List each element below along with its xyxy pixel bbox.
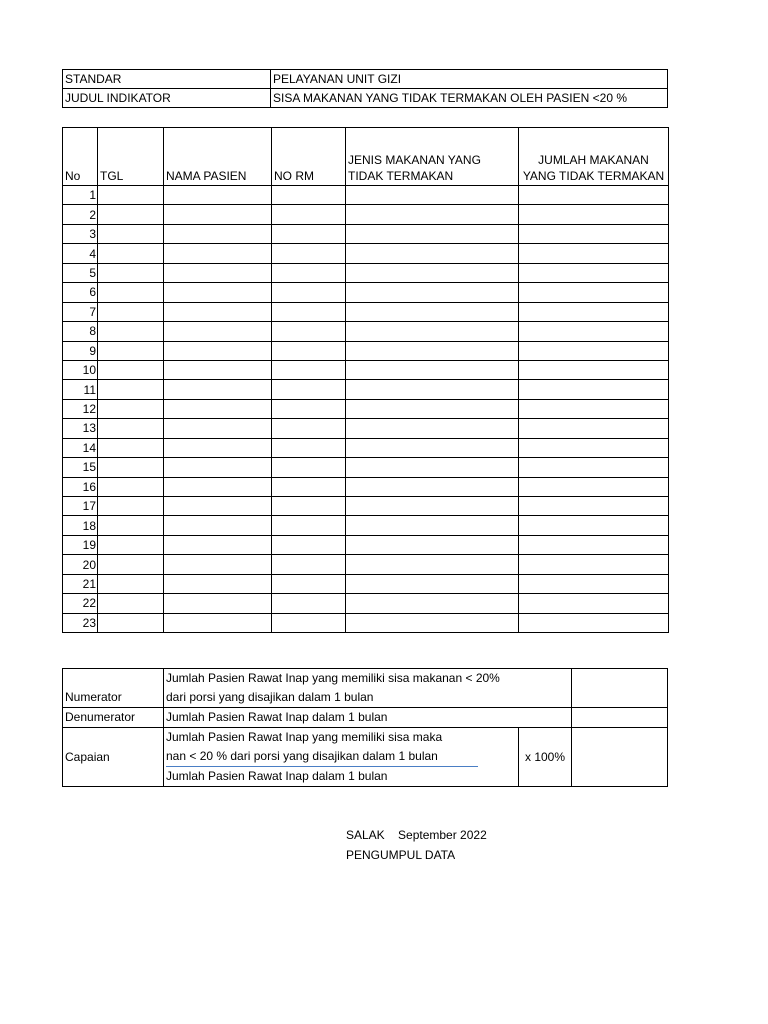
table-row (63, 516, 669, 535)
data-collection-table (62, 127, 669, 633)
row-number: 4 (63, 244, 98, 263)
cell-jumlah-makanan[interactable] (519, 302, 669, 321)
table-row (63, 574, 669, 593)
cell-tgl[interactable] (98, 419, 164, 438)
cell-jumlah-makanan[interactable] (519, 477, 669, 496)
denumerator-label: Denumerator (63, 708, 164, 728)
cell-no-rm[interactable] (272, 555, 346, 574)
cell-nama-pasien[interactable] (164, 283, 272, 302)
row-number: 19 (63, 535, 98, 554)
cell-no-rm[interactable] (272, 224, 346, 243)
cell-jenis-makanan[interactable] (346, 535, 519, 554)
capaian-label: Capaian (63, 728, 164, 787)
cell-jenis-makanan[interactable] (346, 360, 519, 379)
cell-tgl[interactable] (98, 186, 164, 205)
cell-jumlah-makanan[interactable] (519, 244, 669, 263)
place-date: SALAK September 2022 (346, 828, 487, 842)
cell-nama-pasien[interactable] (164, 380, 272, 399)
cell-jumlah-makanan[interactable] (519, 263, 669, 282)
row-number: 7 (63, 302, 98, 321)
row-number: 1 (63, 186, 98, 205)
cell-tgl[interactable] (98, 283, 164, 302)
column-header-jumlah-makanan-text: JUMLAH MAKANAN YANG TIDAK TERMAKAN (522, 153, 665, 183)
formula-table (62, 668, 668, 787)
table-row (63, 458, 669, 477)
row-number: 13 (63, 419, 98, 438)
cell-tgl[interactable] (98, 244, 164, 263)
cell-nama-pasien[interactable] (164, 497, 272, 516)
cell-tgl[interactable] (98, 360, 164, 379)
cell-tgl[interactable] (98, 497, 164, 516)
cell-tgl[interactable] (98, 341, 164, 360)
cell-no-rm[interactable] (272, 516, 346, 535)
capaian-value-cell (572, 728, 668, 787)
column-header-no-rm: NO RM (272, 128, 346, 186)
standard-row (63, 70, 668, 89)
table-row (63, 186, 669, 205)
row-number: 5 (63, 263, 98, 282)
cell-nama-pasien[interactable] (164, 555, 272, 574)
cell-tgl[interactable] (98, 594, 164, 613)
cell-nama-pasien[interactable] (164, 205, 272, 224)
row-number: 3 (63, 224, 98, 243)
column-header-no: No (63, 128, 98, 186)
capaian-formula (164, 728, 519, 787)
cell-nama-pasien[interactable] (164, 438, 272, 457)
cell-no-rm[interactable] (272, 244, 346, 263)
cell-nama-pasien[interactable] (164, 263, 272, 282)
cell-jumlah-makanan[interactable] (519, 341, 669, 360)
indicator-title-value: SISA MAKANAN YANG TIDAK TERMAKAN OLEH PASIEN <20 % (271, 89, 668, 108)
cell-jenis-makanan[interactable] (346, 419, 519, 438)
cell-jumlah-makanan[interactable] (519, 322, 669, 341)
standard-value: PELAYANAN UNIT GIZI (271, 70, 668, 89)
cell-jumlah-makanan[interactable] (519, 555, 669, 574)
cell-no-rm[interactable] (272, 360, 346, 379)
cell-tgl[interactable] (98, 263, 164, 282)
cell-tgl[interactable] (98, 399, 164, 418)
table-row (63, 283, 669, 302)
table-row (63, 341, 669, 360)
numerator-value-cell (572, 669, 668, 708)
cell-tgl[interactable] (98, 438, 164, 457)
cell-nama-pasien[interactable] (164, 341, 272, 360)
cell-jenis-makanan[interactable] (346, 516, 519, 535)
cell-jenis-makanan[interactable] (346, 497, 519, 516)
numerator-line-2: dari porsi yang disajikan dalam 1 bulan (166, 690, 374, 704)
cell-no-rm[interactable] (272, 341, 346, 360)
row-number: 8 (63, 322, 98, 341)
row-number: 12 (63, 399, 98, 418)
numerator-label: Numerator (63, 669, 164, 708)
cell-tgl[interactable] (98, 555, 164, 574)
table-row (63, 555, 669, 574)
column-header-jenis-makanan-text: JENIS MAKANAN YANG TIDAK TERMAKAN (348, 153, 481, 183)
table-row (63, 477, 669, 496)
table-header-row (63, 128, 669, 186)
cell-jenis-makanan[interactable] (346, 244, 519, 263)
cell-nama-pasien[interactable] (164, 399, 272, 418)
table-row (63, 594, 669, 613)
cell-no-rm[interactable] (272, 283, 346, 302)
row-number: 20 (63, 555, 98, 574)
capaian-line-3: Jumlah Pasien Rawat Inap dalam 1 bulan (166, 769, 388, 783)
table-row (63, 263, 669, 282)
cell-jumlah-makanan[interactable] (519, 438, 669, 457)
cell-no-rm[interactable] (272, 186, 346, 205)
cell-tgl[interactable] (98, 224, 164, 243)
indicator-header-table (62, 69, 668, 108)
row-number: 17 (63, 497, 98, 516)
table-row (63, 205, 669, 224)
row-number: 21 (63, 574, 98, 593)
cell-tgl[interactable] (98, 380, 164, 399)
cell-tgl[interactable] (98, 477, 164, 496)
numerator-row (63, 669, 668, 708)
cell-tgl[interactable] (98, 458, 164, 477)
cell-no-rm[interactable] (272, 205, 346, 224)
column-header-nama-pasien: NAMA PASIEN (164, 128, 272, 186)
cell-jenis-makanan[interactable] (346, 613, 519, 632)
cell-jenis-makanan[interactable] (346, 302, 519, 321)
cell-jenis-makanan[interactable] (346, 438, 519, 457)
cell-nama-pasien[interactable] (164, 613, 272, 632)
row-number: 2 (63, 205, 98, 224)
cell-tgl[interactable] (98, 302, 164, 321)
cell-nama-pasien[interactable] (164, 244, 272, 263)
capaian-line-2-wrap (166, 747, 516, 767)
denumerator-row (63, 708, 668, 728)
table-row (63, 380, 669, 399)
signature-block (346, 825, 487, 865)
denumerator-value-cell (572, 708, 668, 728)
cell-jenis-makanan[interactable] (346, 205, 519, 224)
capaian-line-1: Jumlah Pasien Rawat Inap yang memiliki sisa maka (166, 730, 443, 744)
cell-jumlah-makanan[interactable] (519, 574, 669, 593)
capaian-line-2: nan < 20 % dari porsi yang disajikan dalam 1 bulan (166, 747, 478, 767)
cell-no-rm[interactable] (272, 302, 346, 321)
cell-jumlah-makanan[interactable] (519, 516, 669, 535)
table-row (63, 244, 669, 263)
cell-tgl[interactable] (98, 205, 164, 224)
table-row (63, 224, 669, 243)
multiplier-cell: x 100% (519, 728, 572, 787)
indicator-title-row (63, 89, 668, 108)
cell-jenis-makanan[interactable] (346, 322, 519, 341)
row-number: 23 (63, 613, 98, 632)
cell-nama-pasien[interactable] (164, 360, 272, 379)
table-row (63, 535, 669, 554)
cell-no-rm[interactable] (272, 399, 346, 418)
table-row (63, 360, 669, 379)
cell-no-rm[interactable] (272, 594, 346, 613)
cell-jenis-makanan[interactable] (346, 380, 519, 399)
cell-no-rm[interactable] (272, 497, 346, 516)
row-number: 15 (63, 458, 98, 477)
row-number: 22 (63, 594, 98, 613)
cell-jumlah-makanan[interactable] (519, 419, 669, 438)
row-number: 16 (63, 477, 98, 496)
cell-jumlah-makanan[interactable] (519, 535, 669, 554)
cell-jenis-makanan[interactable] (346, 477, 519, 496)
cell-nama-pasien[interactable] (164, 419, 272, 438)
cell-jumlah-makanan[interactable] (519, 458, 669, 477)
cell-jenis-makanan[interactable] (346, 341, 519, 360)
cell-jumlah-makanan[interactable] (519, 205, 669, 224)
cell-nama-pasien[interactable] (164, 458, 272, 477)
cell-no-rm[interactable] (272, 613, 346, 632)
row-number: 14 (63, 438, 98, 457)
cell-no-rm[interactable] (272, 322, 346, 341)
numerator-line-1: Jumlah Pasien Rawat Inap yang memiliki sisa makanan < 20% (166, 671, 500, 685)
cell-jumlah-makanan[interactable] (519, 497, 669, 516)
cell-jenis-makanan[interactable] (346, 555, 519, 574)
cell-jenis-makanan[interactable] (346, 458, 519, 477)
cell-no-rm[interactable] (272, 263, 346, 282)
cell-nama-pasien[interactable] (164, 594, 272, 613)
cell-nama-pasien[interactable] (164, 302, 272, 321)
table-row (63, 438, 669, 457)
cell-jumlah-makanan[interactable] (519, 399, 669, 418)
cell-nama-pasien[interactable] (164, 224, 272, 243)
cell-jenis-makanan[interactable] (346, 283, 519, 302)
cell-jenis-makanan[interactable] (346, 186, 519, 205)
cell-jumlah-makanan[interactable] (519, 186, 669, 205)
cell-nama-pasien[interactable] (164, 186, 272, 205)
cell-nama-pasien[interactable] (164, 535, 272, 554)
cell-no-rm[interactable] (272, 458, 346, 477)
cell-jumlah-makanan[interactable] (519, 594, 669, 613)
column-header-jumlah-makanan (519, 128, 669, 186)
column-header-jenis-makanan (346, 128, 519, 186)
cell-jumlah-makanan[interactable] (519, 380, 669, 399)
table-row (63, 399, 669, 418)
cell-tgl[interactable] (98, 535, 164, 554)
row-number: 6 (63, 283, 98, 302)
table-row (63, 302, 669, 321)
table-row (63, 613, 669, 632)
cell-no-rm[interactable] (272, 535, 346, 554)
cell-jumlah-makanan[interactable] (519, 360, 669, 379)
table-body (63, 186, 669, 633)
cell-jumlah-makanan[interactable] (519, 283, 669, 302)
cell-no-rm[interactable] (272, 380, 346, 399)
cell-no-rm[interactable] (272, 574, 346, 593)
cell-no-rm[interactable] (272, 477, 346, 496)
cell-nama-pasien[interactable] (164, 322, 272, 341)
cell-jenis-makanan[interactable] (346, 263, 519, 282)
cell-tgl[interactable] (98, 613, 164, 632)
cell-jenis-makanan[interactable] (346, 399, 519, 418)
table-row (63, 322, 669, 341)
table-row (63, 419, 669, 438)
cell-no-rm[interactable] (272, 438, 346, 457)
row-number: 9 (63, 341, 98, 360)
row-number: 10 (63, 360, 98, 379)
row-number: 18 (63, 516, 98, 535)
cell-tgl[interactable] (98, 516, 164, 535)
cell-tgl[interactable] (98, 574, 164, 593)
cell-jenis-makanan[interactable] (346, 224, 519, 243)
numerator-definition (164, 669, 572, 708)
cell-jumlah-makanan[interactable] (519, 224, 669, 243)
cell-jumlah-makanan[interactable] (519, 613, 669, 632)
column-header-tgl: TGL (98, 128, 164, 186)
row-number: 11 (63, 380, 98, 399)
cell-nama-pasien[interactable] (164, 516, 272, 535)
cell-jenis-makanan[interactable] (346, 574, 519, 593)
cell-tgl[interactable] (98, 322, 164, 341)
capaian-row (63, 728, 668, 787)
denumerator-definition: Jumlah Pasien Rawat Inap dalam 1 bulan (164, 708, 572, 728)
cell-nama-pasien[interactable] (164, 477, 272, 496)
indicator-title-label: JUDUL INDIKATOR (63, 89, 271, 108)
table-row (63, 497, 669, 516)
standard-label: STANDAR (63, 70, 271, 89)
collector-role: PENGUMPUL DATA (346, 848, 456, 862)
cell-nama-pasien[interactable] (164, 574, 272, 593)
cell-no-rm[interactable] (272, 419, 346, 438)
cell-jenis-makanan[interactable] (346, 594, 519, 613)
